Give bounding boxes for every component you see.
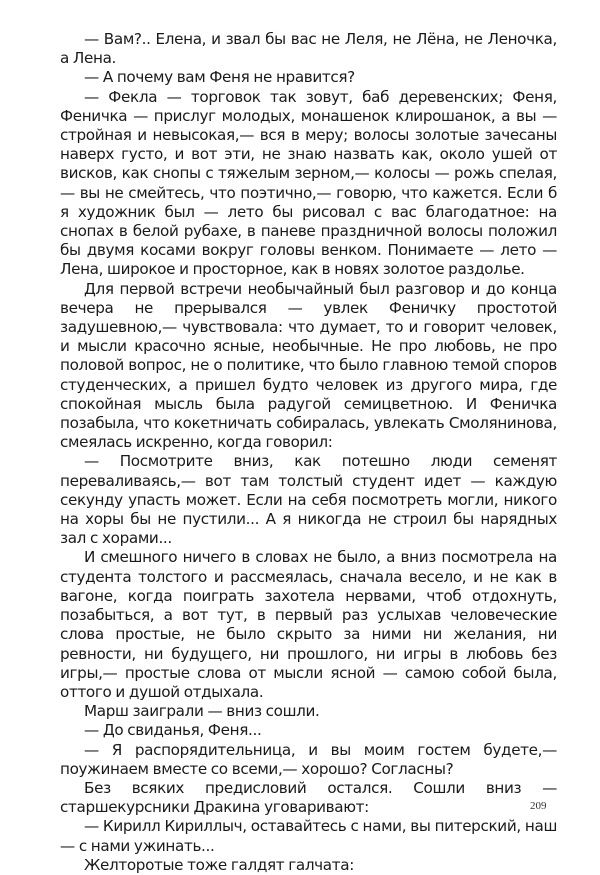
paragraph: — Фекла — торговок так зовут, баб деревенских; Феня, Феничка — прислуг молодых, монашенок клирошанок, а вы — стройная и невысокая,— вся в меру; волосы золотые зачесаны наверх густо, и вот эти, не знаю назвать как, около ушей от висков, как снопы с тяжелым зерном,— колосы — рожь спелая,— вы не смейтесь, что поэтично,— говорю, что кажется. Если б я художник был — лето бы рисовал с вас благодатное: на снопах в белой рубахе, в паневе праздничной волосы положил бы двумя косами вокруг головы венком. Понимаете — лето — Лена, широкое и просторное, как в новях золотое раздолье. <box>60 87 557 279</box>
paragraph: — Я распорядительница, и вы моим гостем будете,— поужинаем вместе со всеми,— хорошо? Согласны? <box>60 740 557 778</box>
paragraph: — Кирилл Кириллыч, оставайтесь с нами, вы питерский, наш — с нами ужинать... <box>60 817 557 855</box>
paragraph: — Вам?.. Елена, и звал бы вас не Леля, не Лёна, не Леночка, а Лена. <box>60 30 557 68</box>
page-number: 209 <box>530 800 547 812</box>
paragraph: И смешного ничего в словах не было, а вниз посмотрела на студента толстого и рассмеялась, сначала весело, и не как в вагоне, когда поиграть захотела нервами, чтоб отдохнуть, позабыться, а вот тут, в первый раз услыхав человеческие слова простые, не было скрыто за ними ни желания, ни ревности, ни будущего, ни прошлого, ни игры в любовь без игры,— простые слова от мысли ясной — самою собой была, оттого и душой отдыхала. <box>60 548 557 701</box>
paragraph: Желторотые тоже галдят галчата: <box>84 855 354 874</box>
page-text <box>60 30 557 875</box>
paragraph: Для первой встречи необычайный был разговор и до конца вечера не прерывался — увлек Феничку простотой задушевною,— чувствовала: что думает, то и говорит человек, и мысли красочно ясные, необычные. Не про любовь, не про половой вопрос, не о политике, что было главною темой споров студенческих, а пришел будто человек из другого мира, где спокойная мысль была радугой семицветною. И Феничка позабыла, что кокетничать собиралась, увлекать Смолянинова, смеялась искренно, когда говорил: <box>60 279 557 452</box>
paragraph: — А почему вам Феня не нравится? <box>84 68 355 87</box>
paragraph: Марш заиграли — вниз сошли. <box>84 702 320 721</box>
paragraph: — До свиданья, Феня... <box>84 721 262 740</box>
paragraph: Без всяких предисловий остался. Сошли вниз — старшекурсники Дракина уговаривают: <box>60 778 557 817</box>
paragraph: — Посмотрите вниз, как потешно люди семенят переваливаясь,— вот там толстый студент идет — каждую секунду упасть может. Если на себя посмотреть могли, никого на хоры бы не пустили... А я никогда не строил бы нарядных зал с хорами... <box>60 452 557 548</box>
